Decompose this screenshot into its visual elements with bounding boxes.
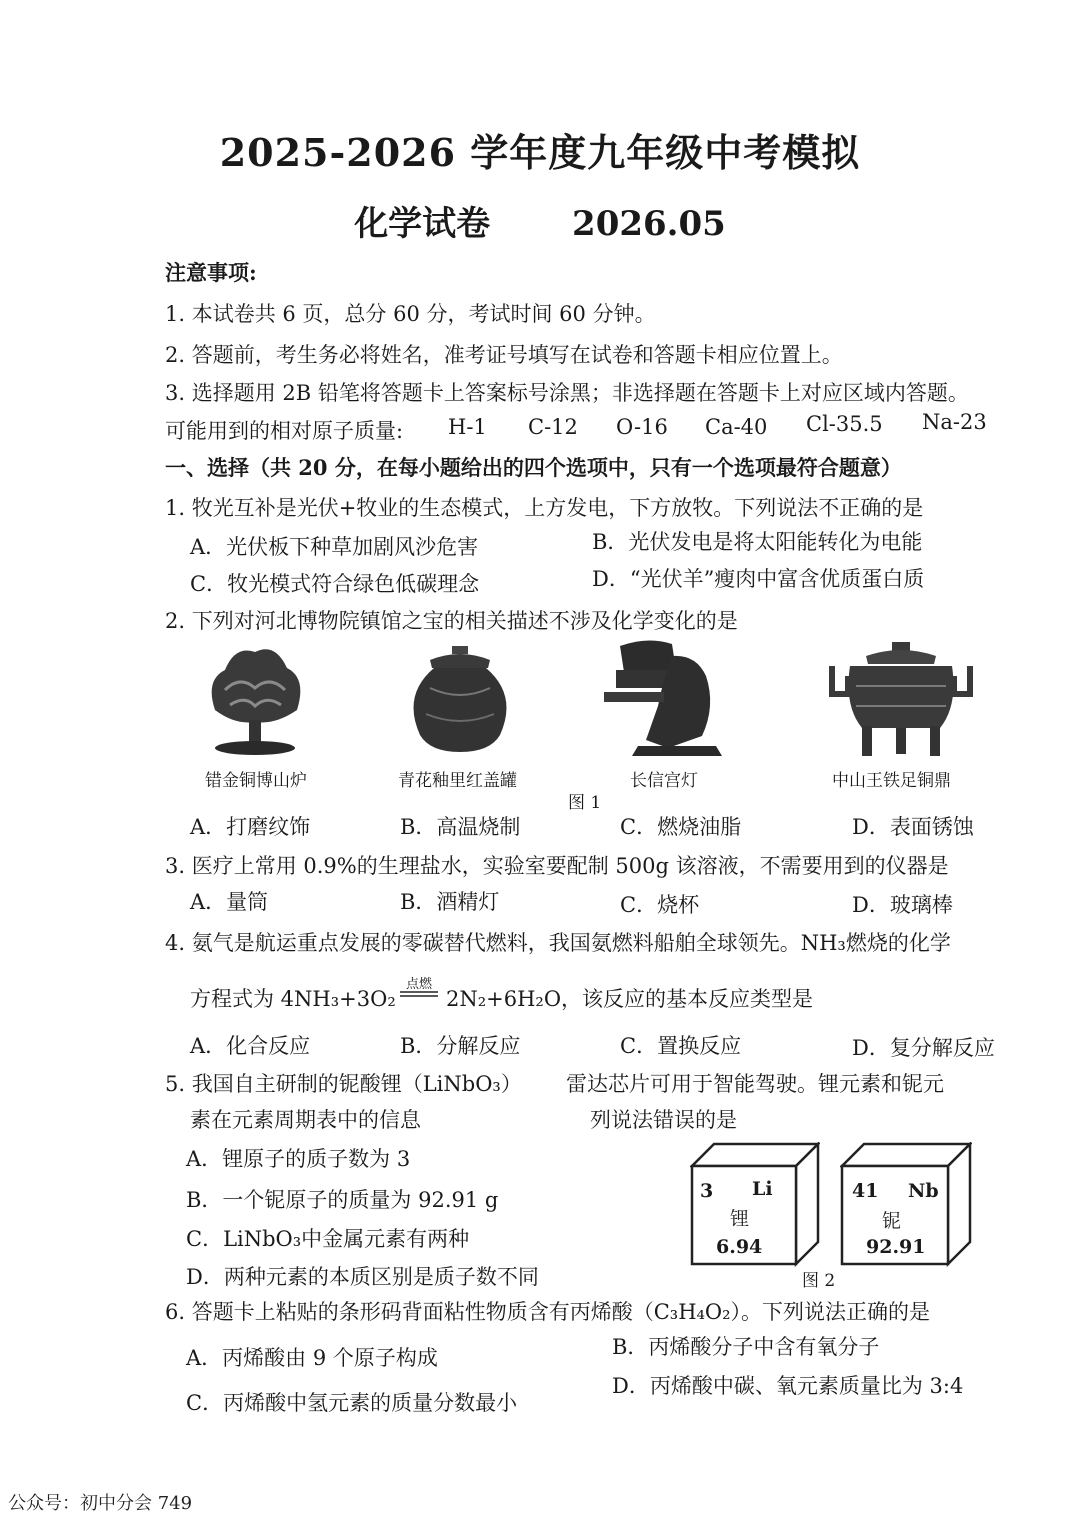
note-item-1: 1. 本试卷共 6 页，总分 60 分，考试时间 60 分钟。	[165, 302, 656, 326]
q4-reaction-condition: 点燃	[405, 977, 432, 992]
subject-label: 化学试卷	[354, 204, 491, 244]
exam-title: 2025-2026 学年度九年级中考模拟	[219, 130, 861, 175]
q2-option-b: B．高温烧制	[400, 815, 521, 839]
li-atomic-number: 3	[700, 1180, 714, 1202]
equals-arrow-icon	[400, 990, 438, 998]
q1-option-b: B．光伏发电是将太阳能转化为电能	[592, 530, 923, 554]
q4-option-b: B．分解反应	[400, 1034, 521, 1058]
q4-option-d: D．复分解反应	[852, 1036, 995, 1060]
q5-stem-line1: 5. 我国自主研制的铌酸锂（LiNbO₃）	[165, 1072, 522, 1096]
section-heading: 一、选择（共 20 分，在每小题给出的四个选项中，只有一个选项最符合题意）	[165, 455, 902, 480]
li-atomic-mass: 6.94	[716, 1236, 763, 1258]
nb-atomic-number: 41	[852, 1180, 879, 1202]
censer-artifact-image	[195, 640, 315, 760]
q6-option-a: A．丙烯酸由 9 个原子构成	[186, 1346, 438, 1370]
cauldron-artifact-image	[826, 636, 976, 760]
q2-option-d: D．表面锈蚀	[852, 815, 974, 839]
q6-option-c: C．丙烯酸中氢元素的质量分数最小	[186, 1391, 518, 1415]
atomic-mass-c: C-12	[528, 415, 578, 439]
caption-jar: 青花釉里红盖罐	[398, 771, 517, 791]
notes-heading: 注意事项:	[165, 260, 257, 285]
q4-equation-left: 方程式为 4NH₃+3O₂	[190, 987, 396, 1011]
jar-artifact-image	[400, 640, 520, 760]
q3-option-c: C．烧杯	[620, 893, 700, 917]
q4-stem: 4. 氨气是航运重点发展的零碳替代燃料，我国氨燃料船舶全球领先。NH₃燃烧的化学	[165, 931, 951, 955]
nb-symbol: Nb	[908, 1180, 939, 1202]
q2-option-c: C．燃烧油脂	[620, 815, 742, 839]
atomic-mass-label: 可能用到的相对原子质量:	[165, 419, 404, 443]
q5-stem-line2-end: 列说法错误的是	[590, 1108, 737, 1132]
q6-option-d: D．丙烯酸中碳、氧元素质量比为 3:4	[612, 1374, 964, 1398]
atomic-mass-o: O-16	[616, 415, 668, 439]
note-item-3: 3. 选择题用 2B 铅笔将答题卡上答案标号涂黑；非选择题在答题卡上对应区域内答题。	[165, 381, 969, 405]
exam-date: 2026.05	[572, 204, 726, 244]
q3-option-d: D．玻璃棒	[852, 893, 953, 917]
caption-lamp: 长信宫灯	[630, 771, 698, 791]
q5-option-a: A．锂原子的质子数为 3	[186, 1147, 411, 1171]
q1-option-a: A．光伏板下种草加剧风沙危害	[190, 535, 479, 559]
q3-stem: 3. 医疗上常用 0.9%的生理盐水，实验室要配制 500g 该溶液，不需要用到的仪器是	[165, 854, 949, 878]
nb-atomic-mass: 92.91	[866, 1236, 926, 1258]
q4-option-a: A．化合反应	[190, 1034, 311, 1058]
q1-stem: 1. 牧光互补是光伏+牧业的生态模式，上方发电，下方放牧。下列说法不正确的是	[165, 496, 924, 520]
atomic-mass-h: H-1	[448, 415, 487, 439]
q5-option-d: D．两种元素的本质区别是质子数不同	[186, 1265, 539, 1289]
q3-option-b: B．酒精灯	[400, 890, 500, 914]
q1-option-d: D．“光伏羊”瘦肉中富含优质蛋白质	[592, 567, 925, 591]
nb-name: 铌	[882, 1210, 902, 1232]
q4-option-c: C．置换反应	[620, 1034, 742, 1058]
lamp-artifact-image	[598, 636, 728, 760]
figure-2-label: 图 2	[802, 1271, 836, 1291]
atomic-mass-na: Na-23	[922, 410, 987, 434]
figure-1-label: 图 1	[568, 793, 602, 813]
q1-option-c: C．牧光模式符合绿色低碳理念	[190, 572, 480, 596]
q5-stem-line1-end: 雷达芯片可用于智能驾驶。锂元素和铌元	[566, 1072, 944, 1096]
q6-stem: 6. 答题卡上粘贴的条形码背面粘性物质含有丙烯酸（C₃H₄O₂）。下列说法正确的是	[165, 1300, 931, 1324]
q3-option-a: A．量筒	[190, 890, 269, 914]
li-name: 锂	[730, 1208, 750, 1230]
atomic-mass-ca: Ca-40	[705, 415, 768, 439]
q2-option-a: A．打磨纹饰	[190, 815, 311, 839]
element-card-nb	[840, 1142, 972, 1268]
q6-option-b: B．丙烯酸分子中含有氧分子	[612, 1335, 880, 1359]
footer-watermark: 公众号：初中分会 749	[8, 1493, 193, 1514]
caption-censer: 错金铜博山炉	[205, 771, 307, 791]
q5-option-c: C．LiNbO₃中金属元素有两种	[186, 1227, 470, 1251]
li-symbol: Li	[752, 1178, 773, 1200]
caption-cauldron: 中山王铁足铜鼎	[832, 771, 951, 791]
q5-stem-line2: 素在元素周期表中的信息	[190, 1108, 421, 1132]
element-card-li	[690, 1142, 820, 1268]
exam-subtitle	[0, 196, 1080, 245]
atomic-mass-cl: Cl-35.5	[806, 412, 883, 436]
note-item-2: 2. 答题前，考生务必将姓名，准考证号填写在试卷和答题卡相应位置上。	[165, 343, 843, 367]
q2-stem: 2. 下列对河北博物院镇馆之宝的相关描述不涉及化学变化的是	[165, 609, 738, 633]
q5-option-b: B．一个铌原子的质量为 92.91 g	[186, 1188, 499, 1212]
q4-equation-right: 2N₂+6H₂O，该反应的基本反应类型是	[446, 987, 814, 1011]
